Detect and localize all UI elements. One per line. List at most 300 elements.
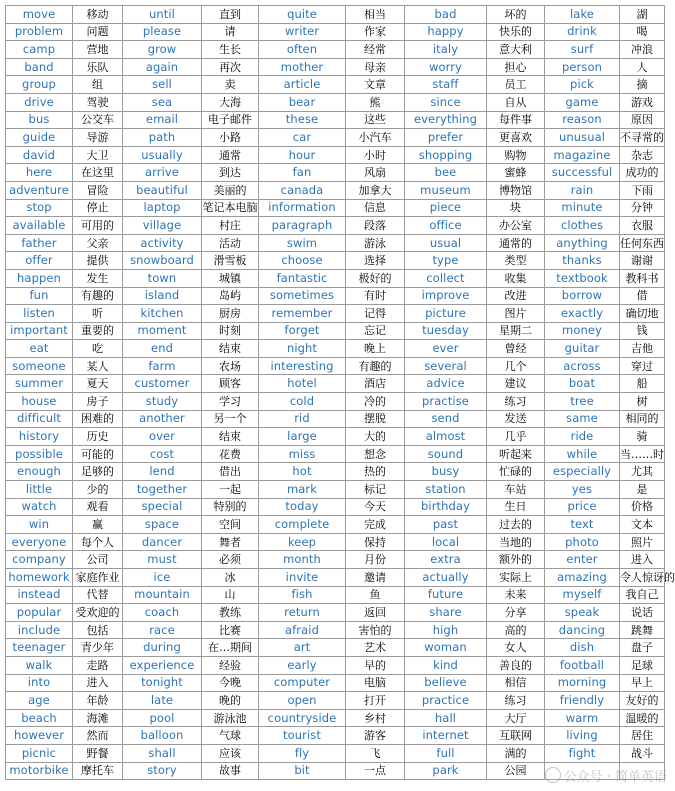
english-word: beautiful (123, 181, 202, 199)
table-row (6, 269, 665, 287)
english-word: walk (6, 656, 73, 674)
english-word: thanks (545, 252, 620, 270)
english-word: italy (405, 41, 487, 59)
chinese-meaning: 乐队 (73, 58, 123, 76)
english-word: drink (545, 23, 620, 41)
chinese-meaning: 提供 (73, 252, 123, 270)
chinese-meaning: 鱼 (346, 586, 405, 604)
english-word: museum (405, 181, 487, 199)
chinese-meaning: 公司 (73, 551, 123, 569)
english-word: tonight (123, 674, 202, 692)
chinese-meaning: 飞 (346, 744, 405, 762)
chinese-meaning: 艺术 (346, 639, 405, 657)
english-word: lake (545, 6, 620, 24)
english-word: unusual (545, 129, 620, 147)
english-word: usually (123, 146, 202, 164)
english-word: watch (6, 498, 73, 516)
english-word: guide (6, 129, 73, 147)
english-word: price (545, 498, 620, 516)
chinese-meaning: 经验 (202, 656, 259, 674)
table-row (6, 533, 665, 551)
chinese-meaning: 分享 (487, 604, 545, 622)
chinese-meaning: 相同的 (620, 410, 665, 428)
chinese-meaning: 价格 (620, 498, 665, 516)
english-word: usual (405, 234, 487, 252)
english-word: warm (545, 709, 620, 727)
table-row (6, 129, 665, 147)
english-word: enough (6, 463, 73, 481)
chinese-meaning: 女人 (487, 639, 545, 657)
chinese-meaning: 文本 (620, 516, 665, 534)
english-word: swim (259, 234, 346, 252)
english-word: snowboard (123, 252, 202, 270)
chinese-meaning: 我自己 (620, 586, 665, 604)
chinese-meaning: 树 (620, 393, 665, 411)
english-word: practise (405, 393, 487, 411)
english-word: car (259, 129, 346, 147)
english-word: rid (259, 410, 346, 428)
english-word: park (405, 762, 487, 780)
chinese-meaning: 温暖的 (620, 709, 665, 727)
english-word: history (6, 428, 73, 446)
english-word: enter (545, 551, 620, 569)
english-word: anything (545, 234, 620, 252)
chinese-meaning: 停止 (73, 199, 123, 217)
chinese-meaning: 图片 (487, 305, 545, 323)
english-word: friendly (545, 692, 620, 710)
english-word: special (123, 498, 202, 516)
chinese-meaning: 家庭作业 (73, 569, 123, 587)
table-row (6, 516, 665, 534)
table-row (6, 146, 665, 164)
english-word: end (123, 340, 202, 358)
chinese-meaning: 忙碌的 (487, 463, 545, 481)
english-word: eat (6, 340, 73, 358)
chinese-meaning: 过去的 (487, 516, 545, 534)
chinese-meaning: 熊 (346, 93, 405, 111)
chinese-meaning: 下雨 (620, 181, 665, 199)
chinese-meaning: 选择 (346, 252, 405, 270)
english-word: hall (405, 709, 487, 727)
english-word: little (6, 481, 73, 499)
chinese-meaning: 夏天 (73, 375, 123, 393)
english-word: kitchen (123, 305, 202, 323)
english-word: quite (259, 6, 346, 24)
english-word: until (123, 6, 202, 24)
chinese-meaning: 村庄 (202, 217, 259, 235)
table-row (6, 164, 665, 182)
english-word: arrive (123, 164, 202, 182)
chinese-meaning: 生长 (202, 41, 259, 59)
english-word: bad (405, 6, 487, 24)
chinese-meaning: 成功的 (620, 164, 665, 182)
chinese-meaning: 父亲 (73, 234, 123, 252)
chinese-meaning: 改进 (487, 287, 545, 305)
english-word: stop (6, 199, 73, 217)
table-row (6, 181, 665, 199)
english-word: instead (6, 586, 73, 604)
chinese-meaning: 结束 (202, 428, 259, 446)
chinese-meaning: 足够的 (73, 463, 123, 481)
english-word: month (259, 551, 346, 569)
chinese-meaning: 跳舞 (620, 621, 665, 639)
chinese-meaning: 练习 (487, 692, 545, 710)
chinese-meaning: 笔记本电脑 (202, 199, 259, 217)
english-word: dish (545, 639, 620, 657)
english-word: prefer (405, 129, 487, 147)
chinese-meaning: 另一个 (202, 410, 259, 428)
english-word: homework (6, 569, 73, 587)
english-word: ever (405, 340, 487, 358)
table-row (6, 322, 665, 340)
chinese-meaning: 进入 (620, 551, 665, 569)
chinese-meaning: 借 (620, 287, 665, 305)
chinese-meaning: 自从 (487, 93, 545, 111)
chinese-meaning: 学习 (202, 393, 259, 411)
chinese-meaning: 几个 (487, 357, 545, 375)
english-word: company (6, 551, 73, 569)
english-word: magazine (545, 146, 620, 164)
english-word: again (123, 58, 202, 76)
chinese-meaning: 摘 (620, 76, 665, 94)
chinese-meaning: 这些 (346, 111, 405, 129)
english-word: advice (405, 375, 487, 393)
chinese-meaning: 故事 (202, 762, 259, 780)
english-word: rain (545, 181, 620, 199)
chinese-meaning: 极好的 (346, 269, 405, 287)
english-word: mark (259, 481, 346, 499)
chinese-meaning: 分钟 (620, 199, 665, 217)
chinese-meaning: 营地 (73, 41, 123, 59)
chinese-meaning: 在这里 (73, 164, 123, 182)
chinese-meaning: 穿过 (620, 357, 665, 375)
chinese-meaning: 摩托车 (73, 762, 123, 780)
english-word: race (123, 621, 202, 639)
chinese-meaning: 类型 (487, 252, 545, 270)
chinese-meaning: 练习 (487, 393, 545, 411)
chinese-meaning: 居住 (620, 727, 665, 745)
english-word: happen (6, 269, 73, 287)
chinese-meaning: 大厅 (487, 709, 545, 727)
chinese-meaning: 文章 (346, 76, 405, 94)
english-word: improve (405, 287, 487, 305)
english-word: cold (259, 393, 346, 411)
chinese-meaning: 今天 (346, 498, 405, 516)
english-word: interesting (259, 357, 346, 375)
chinese-meaning: 说话 (620, 604, 665, 622)
chinese-meaning: 顾客 (202, 375, 259, 393)
english-word: fan (259, 164, 346, 182)
english-word: late (123, 692, 202, 710)
english-word: often (259, 41, 346, 59)
chinese-meaning: 块 (487, 199, 545, 217)
english-word: please (123, 23, 202, 41)
english-word: share (405, 604, 487, 622)
english-word: countryside (259, 709, 346, 727)
chinese-meaning: 月份 (346, 551, 405, 569)
english-word: coach (123, 604, 202, 622)
english-word: motorbike (6, 762, 73, 780)
chinese-meaning: 厨房 (202, 305, 259, 323)
english-word: staff (405, 76, 487, 94)
chinese-meaning: 热的 (346, 463, 405, 481)
english-word: extra (405, 551, 487, 569)
english-word: bear (259, 93, 346, 111)
chinese-meaning: 小路 (202, 129, 259, 147)
chinese-meaning: 移动 (73, 6, 123, 24)
chinese-meaning: 骑 (620, 428, 665, 446)
chinese-meaning: 特别的 (202, 498, 259, 516)
chinese-meaning: 赢 (73, 516, 123, 534)
chinese-meaning: 返回 (346, 604, 405, 622)
english-word: hot (259, 463, 346, 481)
chinese-meaning: 城镇 (202, 269, 259, 287)
chinese-meaning: 尤其 (620, 463, 665, 481)
chinese-meaning: 相信 (487, 674, 545, 692)
english-word: bus (6, 111, 73, 129)
english-word: village (123, 217, 202, 235)
chinese-meaning: 原因 (620, 111, 665, 129)
english-word: important (6, 322, 73, 340)
english-word: tourist (259, 727, 346, 745)
english-word: sometimes (259, 287, 346, 305)
english-word: successful (545, 164, 620, 182)
chinese-meaning: 必须 (202, 551, 259, 569)
chinese-meaning: 花费 (202, 445, 259, 463)
table-row (6, 621, 665, 639)
english-word: textbook (545, 269, 620, 287)
english-word: open (259, 692, 346, 710)
english-word: house (6, 393, 73, 411)
table-row (6, 393, 665, 411)
english-word: happy (405, 23, 487, 41)
english-word: possible (6, 445, 73, 463)
table-row (6, 410, 665, 428)
english-word: woman (405, 639, 487, 657)
english-word: hour (259, 146, 346, 164)
table-row (6, 445, 665, 463)
english-word: cost (123, 445, 202, 463)
english-word: person (545, 58, 620, 76)
english-word: these (259, 111, 346, 129)
chinese-meaning: 是 (620, 481, 665, 499)
english-word: information (259, 199, 346, 217)
chinese-meaning: 冰 (202, 569, 259, 587)
chinese-meaning: 晚上 (346, 340, 405, 358)
english-word: study (123, 393, 202, 411)
chinese-meaning: 包括 (73, 621, 123, 639)
chinese-meaning: 小时 (346, 146, 405, 164)
english-word: kind (405, 656, 487, 674)
chinese-meaning: 房子 (73, 393, 123, 411)
watermark (545, 766, 667, 785)
chinese-meaning: 打开 (346, 692, 405, 710)
chinese-meaning: 教科书 (620, 269, 665, 287)
chinese-meaning: 杂志 (620, 146, 665, 164)
english-word: forget (259, 322, 346, 340)
chinese-meaning: 忘记 (346, 322, 405, 340)
english-word: piece (405, 199, 487, 217)
english-word: experience (123, 656, 202, 674)
chinese-meaning: 受欢迎的 (73, 604, 123, 622)
chinese-meaning: 博物馆 (487, 181, 545, 199)
english-word: miss (259, 445, 346, 463)
english-word: clothes (545, 217, 620, 235)
english-word: laptop (123, 199, 202, 217)
chinese-meaning: 船 (620, 375, 665, 393)
english-word: moment (123, 322, 202, 340)
english-word: adventure (6, 181, 73, 199)
english-word: photo (545, 533, 620, 551)
chinese-meaning: 善良的 (487, 656, 545, 674)
chinese-meaning: 意大利 (487, 41, 545, 59)
chinese-meaning: 害怕的 (346, 621, 405, 639)
english-word: guitar (545, 340, 620, 358)
english-word: afraid (259, 621, 346, 639)
table-row (6, 551, 665, 569)
english-word: mother (259, 58, 346, 76)
chinese-meaning: 进入 (73, 674, 123, 692)
english-word: story (123, 762, 202, 780)
english-word: surf (545, 41, 620, 59)
english-word: together (123, 481, 202, 499)
english-word: sea (123, 93, 202, 111)
chinese-meaning: 有趣的 (73, 287, 123, 305)
chinese-meaning: 少的 (73, 481, 123, 499)
chinese-meaning: 早上 (620, 674, 665, 692)
chinese-meaning: 作家 (346, 23, 405, 41)
chinese-meaning: 空间 (202, 516, 259, 534)
english-word: hotel (259, 375, 346, 393)
english-word: camp (6, 41, 73, 59)
chinese-meaning: 山 (202, 586, 259, 604)
english-word: fly (259, 744, 346, 762)
table-row (6, 41, 665, 59)
chinese-meaning: 办公室 (487, 217, 545, 235)
chinese-meaning: 借出 (202, 463, 259, 481)
chinese-meaning: 生日 (487, 498, 545, 516)
english-word: station (405, 481, 487, 499)
chinese-meaning: 完成 (346, 516, 405, 534)
english-word: future (405, 586, 487, 604)
english-word: believe (405, 674, 487, 692)
english-word: fight (545, 744, 620, 762)
table-row (6, 23, 665, 41)
wechat-icon (545, 767, 561, 783)
english-word: teenager (6, 639, 73, 657)
english-word: high (405, 621, 487, 639)
english-word: tuesday (405, 322, 487, 340)
chinese-meaning: 可能的 (73, 445, 123, 463)
english-word: minute (545, 199, 620, 217)
chinese-meaning: 令人惊讶的 (620, 569, 665, 587)
english-word: bee (405, 164, 487, 182)
chinese-meaning: 岛屿 (202, 287, 259, 305)
english-word: birthday (405, 498, 487, 516)
chinese-meaning: 每个人 (73, 533, 123, 551)
chinese-meaning: 冷的 (346, 393, 405, 411)
chinese-meaning: 结束 (202, 340, 259, 358)
chinese-meaning: 通常 (202, 146, 259, 164)
chinese-meaning: 员工 (487, 76, 545, 94)
table-row (6, 744, 665, 762)
table-row (6, 498, 665, 516)
table-row (6, 639, 665, 657)
english-word: paragraph (259, 217, 346, 235)
english-word: win (6, 516, 73, 534)
table-row (6, 692, 665, 710)
english-word: activity (123, 234, 202, 252)
english-word: tree (545, 393, 620, 411)
english-word: several (405, 357, 487, 375)
chinese-meaning: 满的 (487, 744, 545, 762)
english-word: same (545, 410, 620, 428)
chinese-meaning: 某人 (73, 357, 123, 375)
chinese-meaning: 标记 (346, 481, 405, 499)
chinese-meaning: 时刻 (202, 322, 259, 340)
english-word: sound (405, 445, 487, 463)
english-word: farm (123, 357, 202, 375)
english-word: type (405, 252, 487, 270)
english-word: david (6, 146, 73, 164)
chinese-meaning: 更喜欢 (487, 129, 545, 147)
chinese-meaning: 有时 (346, 287, 405, 305)
english-word: game (545, 93, 620, 111)
english-word: actually (405, 569, 487, 587)
chinese-meaning: 相当 (346, 6, 405, 24)
chinese-meaning: 坏的 (487, 6, 545, 24)
english-word: past (405, 516, 487, 534)
chinese-meaning: 建议 (487, 375, 545, 393)
chinese-meaning: 组 (73, 76, 123, 94)
english-word: popular (6, 604, 73, 622)
chinese-meaning: 冲浪 (620, 41, 665, 59)
english-word: money (545, 322, 620, 340)
english-word: fun (6, 287, 73, 305)
chinese-meaning: 当地的 (487, 533, 545, 551)
english-word: picture (405, 305, 487, 323)
english-word: football (545, 656, 620, 674)
chinese-meaning: 野餐 (73, 744, 123, 762)
english-word: fantastic (259, 269, 346, 287)
chinese-meaning: 可用的 (73, 217, 123, 235)
english-word: during (123, 639, 202, 657)
table-row (6, 287, 665, 305)
chinese-meaning: 实际上 (487, 569, 545, 587)
english-word: space (123, 516, 202, 534)
english-word: full (405, 744, 487, 762)
english-word: mountain (123, 586, 202, 604)
chinese-meaning: 电脑 (346, 674, 405, 692)
english-word: boat (545, 375, 620, 393)
chinese-meaning: 通常的 (487, 234, 545, 252)
english-word: since (405, 93, 487, 111)
chinese-meaning: 大的 (346, 428, 405, 446)
chinese-meaning: 一起 (202, 481, 259, 499)
chinese-meaning: 担心 (487, 58, 545, 76)
chinese-meaning: 风扇 (346, 164, 405, 182)
chinese-meaning: 然而 (73, 727, 123, 745)
english-word: amazing (545, 569, 620, 587)
english-word: exactly (545, 305, 620, 323)
chinese-meaning: 直到 (202, 6, 259, 24)
english-word: article (259, 76, 346, 94)
english-word: internet (405, 727, 487, 745)
english-word: listen (6, 305, 73, 323)
english-word: balloon (123, 727, 202, 745)
chinese-meaning: 高的 (487, 621, 545, 639)
table-row (6, 217, 665, 235)
